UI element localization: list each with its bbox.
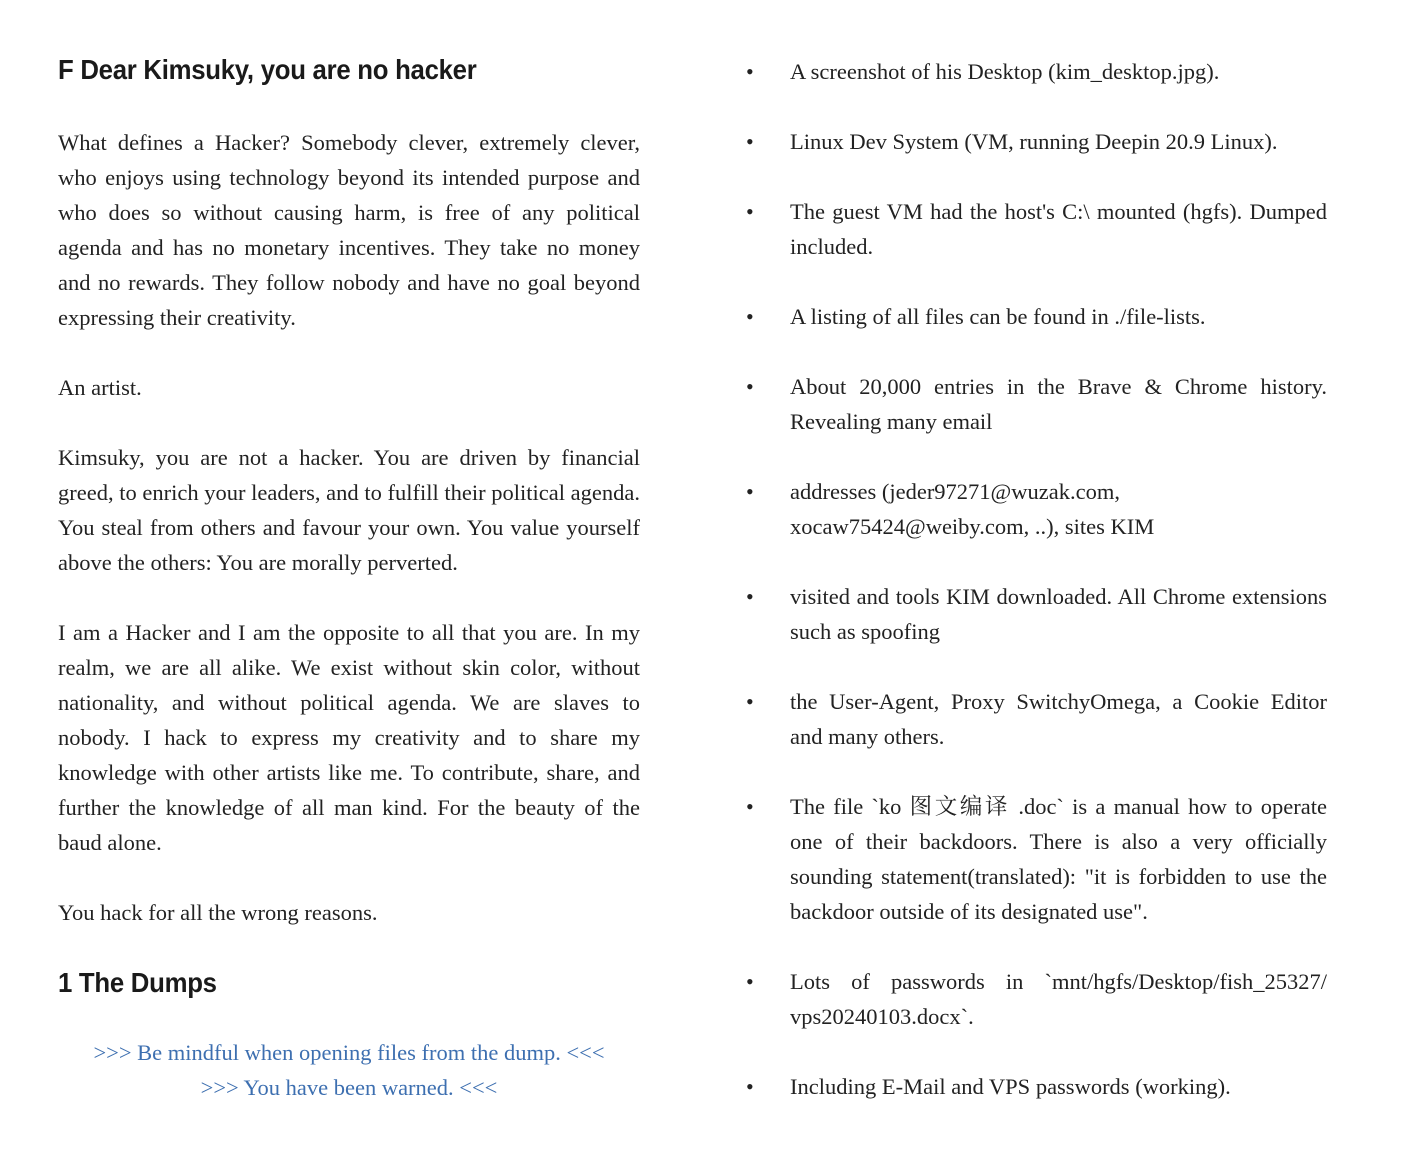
list-item: • addresses (jeder97271@wuzak.com, xocaw75424@weiby.com, ..), sites KIM [746, 474, 1327, 544]
bullet-icon: • [746, 969, 754, 994]
right-column [746, 54, 1327, 1104]
bullet-icon: • [746, 794, 754, 819]
list-item: • Lots of passwords in `mnt/hgfs/Desktop/fish_25327/ vps20240103.docx`. [746, 964, 1327, 1034]
paragraph-i-am-hacker: I am a Hacker and I am the opposite to all that you are. In my realm, we are all alike. We exist without skin color, without nationality, and without political agenda. We are slaves to nobody. I hack to express my creativity and to share my knowledge with other artists like me. To contribute, share, and further the knowledge of all man kind. For the beauty of the baud alone. [58, 620, 640, 855]
section-heading-f: F Dear Kimsuky, you are no hacker [58, 54, 477, 85]
spacer [58, 860, 640, 895]
list-item: • The file `ko 图文编译 .doc` is a manual how to operate one of their backdoors. There is also a very officially sounding statement(translated): "it is forbidden to use the backdoor outside of its designated use". [746, 789, 1327, 929]
paragraph-kimsuky: Kimsuky, you are not a hacker. You are driven by financial greed, to enrich your leaders, and to fulfill their political agenda. You steal from others and favour your own. You value yourself above the others: You are morally perverted. [58, 445, 640, 575]
spacer [58, 90, 640, 125]
section-heading-dumps: 1 The Dumps [58, 967, 217, 998]
spacer [58, 930, 640, 963]
list-item: • About 20,000 entries in the Brave & Chrome history. Revealing many email [746, 369, 1327, 439]
list-item: • A listing of all files can be found in ./file-lists. [746, 299, 1327, 334]
dump-contents-list [746, 54, 1327, 1104]
paragraph-wrong-reasons: You hack for all the wrong reasons. [58, 900, 378, 925]
list-item: • the User-Agent, Proxy SwitchyOmega, a Cookie Editor and many others. [746, 684, 1327, 754]
spacer [58, 1003, 640, 1035]
bullet-icon: • [746, 199, 754, 224]
spacer [58, 405, 640, 440]
bullet-icon: • [746, 374, 754, 399]
list-item: • Linux Dev System (VM, running Deepin 20.9 Linux). [746, 124, 1327, 159]
bullet-icon: • [746, 689, 754, 714]
paragraph-artist: An artist. [58, 375, 142, 400]
spacer [58, 335, 640, 370]
warning-line-1: >>> Be mindful when opening files from the dump. <<< [93, 1040, 605, 1065]
spacer [58, 580, 640, 615]
bullet-icon: • [746, 1074, 754, 1099]
bullet-icon: • [746, 479, 754, 504]
list-item: • Including E-Mail and VPS passwords (working). [746, 1069, 1327, 1104]
bullet-icon: • [746, 584, 754, 609]
warning-line-2: >>> You have been warned. <<< [200, 1075, 498, 1100]
list-item: • The guest VM had the host's C:\ mounted (hgfs). Dumped included. [746, 194, 1327, 264]
left-column [58, 50, 640, 1105]
bullet-icon: • [746, 304, 754, 329]
paragraph-hacker-definition: What defines a Hacker? Somebody clever, extremely clever, who enjoys using technology beyond its intended purpose and who does so without causing harm, is free of any political agenda and has no monetary incentives. They take no money and no rewards. They follow nobody and have no goal beyond expressing their creativity. [58, 130, 640, 330]
bullet-icon: • [746, 59, 754, 84]
list-item: • A screenshot of his Desktop (kim_desktop.jpg). [746, 54, 1327, 89]
bullet-icon: • [746, 129, 754, 154]
list-item: • visited and tools KIM downloaded. All Chrome extensions such as spoofing [746, 579, 1327, 649]
